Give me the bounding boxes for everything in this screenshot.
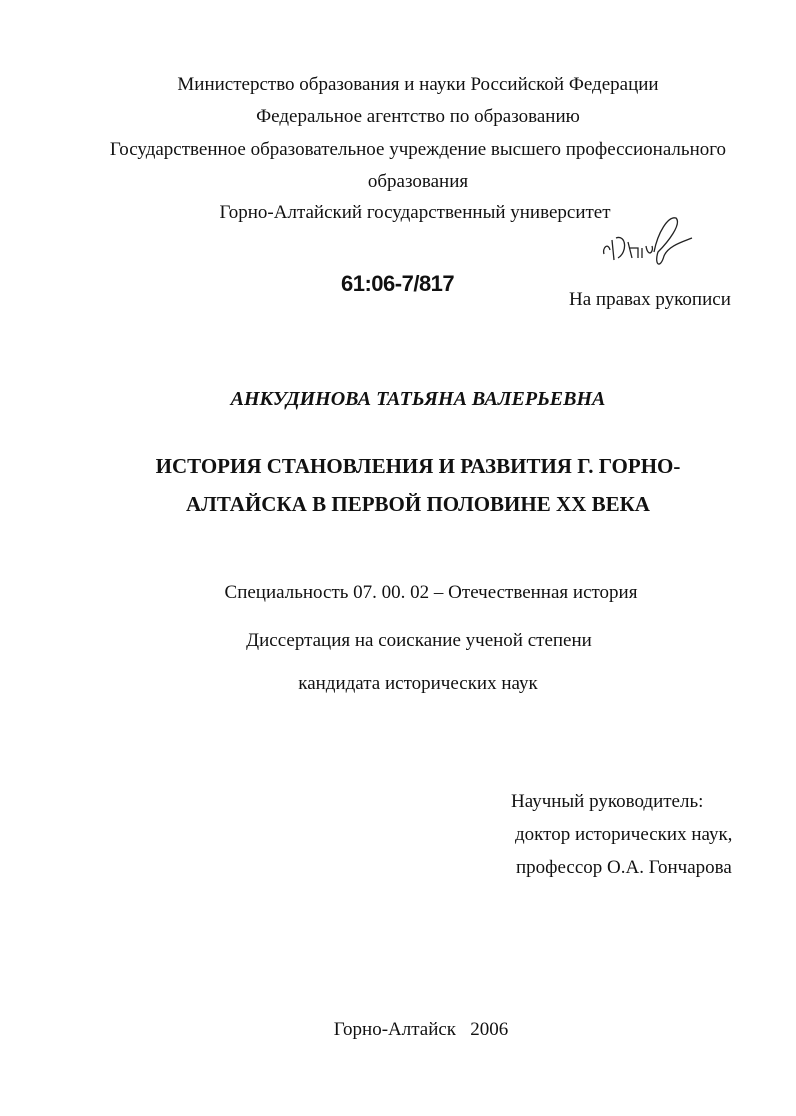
signature [598,212,698,272]
supervisor-name: профессор О.А. Гончарова [516,857,732,878]
specialty: Специальность 07. 00. 02 – Отечественная история [224,582,638,603]
degree-line1: Диссертация на соискание ученой степени [246,630,592,651]
catalog-code: 61:06-7/817 [341,271,455,296]
degree-line2: кандидата исторических наук [298,673,538,694]
author-name: АНКУДИНОВА ТАТЬЯНА ВАЛЕРЬЕВНА [230,388,606,410]
ministry: Министерство образования и науки Российской Федерации [177,74,659,95]
title-line2: АЛТАЙСКА В ПЕРВОЙ ПОЛОВИНЕ XX ВЕКА [186,492,650,516]
title-line1: ИСТОРИЯ СТАНОВЛЕНИЯ И РАЗВИТИЯ Г. ГОРНО- [155,454,681,478]
manuscript-note: На правах рукописи [569,289,731,310]
institution-line1: Государственное образовательное учреждение высшего профессионального [109,139,727,160]
city-year: Горно-Алтайск 2006 [333,1019,509,1040]
agency: Федеральное агентство по образованию [256,106,580,127]
supervisor-label: Научный руководитель: [511,791,704,812]
supervisor-degree: доктор исторических наук, [515,824,733,845]
institution-line2: образования [367,171,469,192]
university: Горно-Алтайский государственный университет [219,202,611,223]
